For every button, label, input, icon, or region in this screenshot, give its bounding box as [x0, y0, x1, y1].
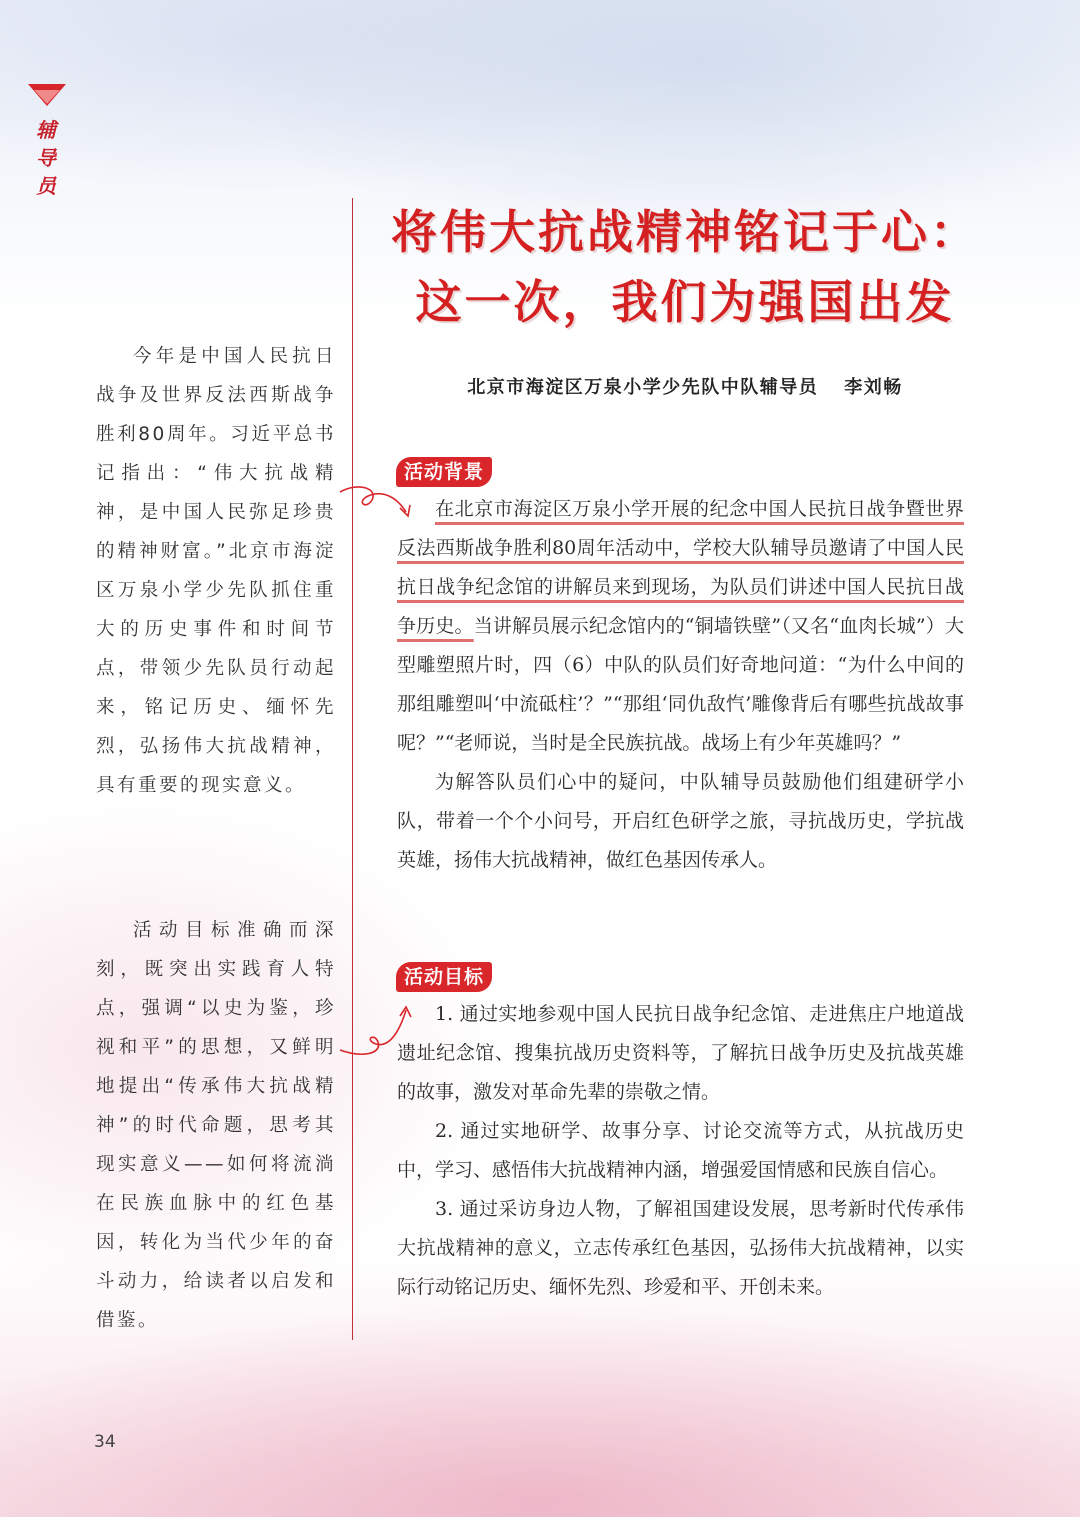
author-name: 李刘畅 [844, 377, 903, 398]
section-badge-background: 活动背景 [396, 457, 492, 487]
vertical-divider [352, 198, 353, 1340]
page-title-line-1: 将伟大抗战精神铭记于心： [391, 205, 979, 259]
paragraph-text: 为解答队员们心中的疑问，中队辅导员鼓励他们组建研学小队，带着一个个小问号，开启红色研学之旅，寻抗战历史，学抗战英雄，扬伟大抗战精神，做红色基因传承人。 [397, 771, 964, 871]
goal-item: 1. 通过实地参观中国人民抗日战争纪念馆、走进焦庄户地道战遗址纪念馆、搜集抗战历史资料等，了解抗日战争历史及抗战英雄的故事，激发对革命先辈的崇敬之情。 [397, 1003, 964, 1103]
goal-item: 2. 通过实地研学、故事分享、讨论交流等方式，从抗战历史中，学习、感悟伟大抗战精神内涵，增强爱国情感和民族自信心。 [397, 1120, 964, 1181]
sidenote-goals: 活动目标准确而深刻，既突出实践育人特点，强调“以史为鉴，珍视和平”的思想，又鲜明地提出“传承伟大抗战精神”的时代命题，思考其现实意义——如何将流淌在民族血脉中的红色基因，转化为当代少年的奋斗动力，给读者以启发和借鉴。 [96, 920, 336, 1331]
highlighted-text: 在北京市海淀区万泉小学开展的纪念中国人民抗日战争暨世界反法西斯战争胜利80周年活动中，学校大队辅导员邀请了中国人民抗日战争纪念馆的讲解员来到现场，为队员们讲述中国人民抗日战争历史。 [397, 498, 964, 637]
page-number: 34 [94, 1432, 116, 1452]
corner-triangle-icon [28, 84, 66, 106]
author-affiliation: 北京市海淀区万泉小学少先队中队辅导员 [467, 377, 819, 398]
goals-section-text [397, 995, 964, 1307]
page-title-line-2: 这一次，我们为强国出发 [415, 275, 955, 329]
background-section-text [397, 490, 964, 880]
sidenote-intro: 今年是中国人民抗日战争及世界反法西斯战争胜利80周年。习近平总书记指出：“伟大抗战精神，是中国人民弥足珍贵的精神财富。”北京市海淀区万泉小学少先队抓住重大的历史事件和时间节点，带领少先队员行动起来，铭记历史、缅怀先烈，弘扬伟大抗战精神，具有重要的现实意义。 [96, 346, 336, 796]
section-badge-goals: 活动目标 [396, 962, 492, 992]
paragraph-text: 当讲解员展示纪念馆内的“铜墙铁壁”（又名“血肉长城”）大型雕塑照片时，四（6）中队的队员们好奇地问道：“为什么中间的那组雕塑叫‘中流砥柱’？”“那组‘同仇敌忾’雕像背后有哪些抗战故事呢？”“老师说，当时是全民族抗战。战场上有少年英雄吗？” [397, 615, 964, 754]
column-label: 辅导员 [36, 118, 58, 198]
byline [380, 373, 990, 399]
goal-item: 3. 通过采访身边人物，了解祖国建设发展，思考新时代传承伟大抗战精神的意义，立志传承红色基因，弘扬伟大抗战精神，以实际行动铭记历史、缅怀先烈、珍爱和平、开创未来。 [397, 1198, 964, 1298]
